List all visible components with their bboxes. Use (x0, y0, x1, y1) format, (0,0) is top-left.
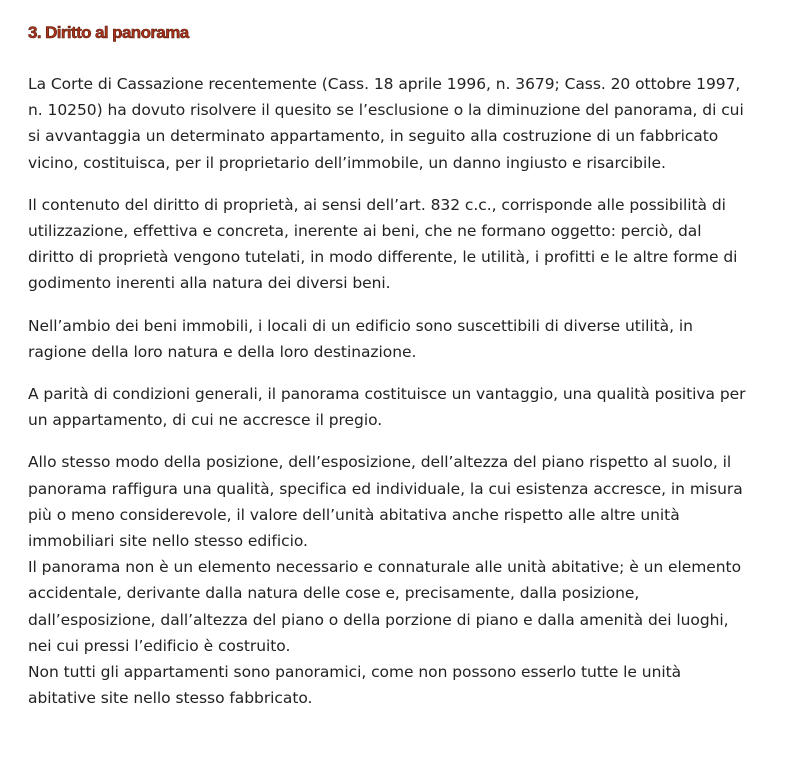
section-heading: 3. Diritto al panorama (28, 23, 189, 42)
text-line: vicino, costituisca, per il proprietario dell’immobile, un danno ingiusto e risarcibile. (28, 153, 666, 172)
text-line: accidentale, derivante dalla natura delle cose e, precisamente, dalla posizione, (28, 584, 640, 603)
text-line: più o meno considerevole, il valore dell’unità abitativa anche rispetto alle altre unità (28, 505, 680, 524)
paragraph-parita-condizioni (28, 381, 773, 433)
text-line: La Corte di Cassazione recentemente (Cass. 18 aprile 1996, n. 3679; Cass. 20 ottobre 1997, (28, 75, 741, 93)
text-line: Il contenuto del diritto di proprietà, ai sensi dell’art. 832 c.c., corrisponde alle possibilità di (28, 195, 726, 214)
text-line: un appartamento, di cui ne accresce il pregio. (28, 411, 383, 430)
text-line: immobiliari site nello stesso edificio. (28, 532, 308, 551)
article-body (28, 22, 773, 711)
text-line: dall’esposizione, dall’altezza del piano o della porzione di piano e dalla amenità dei luoghi, (28, 610, 729, 629)
text-line: godimento inerenti alla natura dei diversi beni. (28, 274, 391, 293)
paragraph-cassazione (28, 71, 773, 176)
paragraph-elemento-accidentale (28, 554, 773, 659)
text-line: ragione della loro natura e della loro destinazione. (28, 342, 417, 361)
text-line: Il panorama non è un elemento necessario e connaturale alle unità abitative; è un elemento (28, 558, 742, 577)
paragraph-appartamenti-panoramici (28, 659, 773, 711)
text-line: si avvantaggia un determinato appartamento, in seguito alla costruzione di un fabbricato (28, 127, 719, 146)
text-line: panorama raffigura una qualità, specifica ed individuale, la cui esistenza accresce, in misura (28, 479, 743, 498)
text-line: nei cui pressi l’edificio è costruito. (28, 636, 291, 655)
paragraph-qualita-panorama (28, 449, 773, 554)
paragraph-beni-immobili (28, 313, 773, 365)
paragraph-diritto-proprieta (28, 192, 773, 297)
text-line: Nell’ambio dei beni immobili, i locali di un edificio sono suscettibili di diverse utilità, in (28, 316, 693, 335)
text-line: utilizzazione, effettiva e concreta, inerente ai beni, che ne formano oggetto: perciò, dal (28, 222, 702, 241)
text-line: A parità di condizioni generali, il panorama costituisce un vantaggio, una qualità positiva per (28, 385, 746, 404)
text-line: Allo stesso modo della posizione, dell’esposizione, dell’altezza del piano rispetto al suolo, il (28, 453, 732, 472)
text-line: diritto di proprietà vengono tutelati, in modo differente, le utilità, i profitti e le altre forme di (28, 248, 738, 267)
text-line: Non tutti gli appartamenti sono panoramici, come non possono esserlo tutte le unità (28, 663, 682, 682)
text-line: n. 10250) ha dovuto risolvere il quesito se l’esclusione o la diminuzione del panorama, di cui (28, 101, 744, 120)
text-line: abitative site nello stesso fabbricato. (28, 689, 313, 708)
